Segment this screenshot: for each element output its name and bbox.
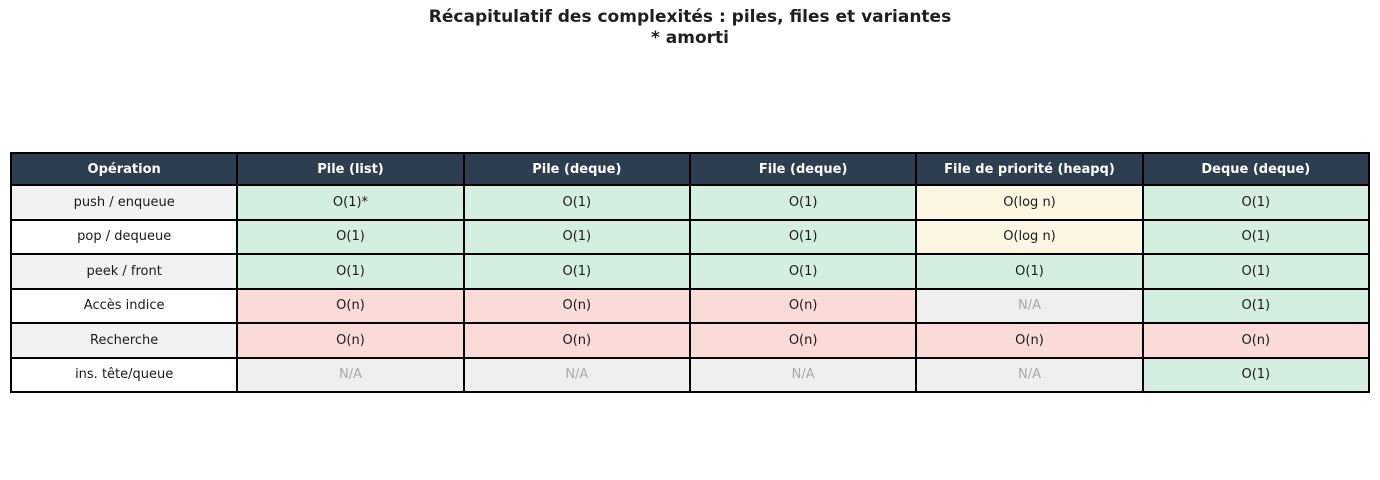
value-cell: O(n) — [690, 289, 916, 324]
column-header: File de priorité (heapq) — [916, 153, 1142, 185]
value-cell: O(1)* — [237, 185, 463, 220]
table-body — [11, 185, 1369, 392]
complexity-table — [10, 152, 1370, 393]
value-cell: O(1) — [916, 254, 1142, 289]
operation-cell: Recherche — [11, 323, 237, 358]
value-cell: O(1) — [690, 254, 916, 289]
value-cell: O(1) — [1143, 185, 1369, 220]
value-cell: N/A — [237, 358, 463, 393]
value-cell: O(1) — [1143, 254, 1369, 289]
table-header — [11, 153, 1369, 185]
value-cell: O(n) — [916, 323, 1142, 358]
column-header: Opération — [11, 153, 237, 185]
figure-title-line2: * amorti — [650, 28, 729, 48]
value-cell: O(1) — [1143, 220, 1369, 255]
value-cell: O(n) — [1143, 323, 1369, 358]
value-cell: O(1) — [237, 254, 463, 289]
table-row — [11, 220, 1369, 255]
column-header: File (deque) — [690, 153, 916, 185]
value-cell: O(n) — [690, 323, 916, 358]
value-cell: O(1) — [690, 185, 916, 220]
operation-cell: push / enqueue — [11, 185, 237, 220]
table-row — [11, 185, 1369, 220]
value-cell: O(log n) — [916, 220, 1142, 255]
operation-cell: peek / front — [11, 254, 237, 289]
operation-cell: Accès indice — [11, 289, 237, 324]
value-cell: O(1) — [464, 220, 690, 255]
operation-cell: ins. tête/queue — [11, 358, 237, 393]
figure-title — [0, 7, 1380, 49]
figure-title-line1: Récapitulatif des complexités : piles, files et variantes — [428, 7, 952, 27]
column-header: Pile (deque) — [464, 153, 690, 185]
value-cell: N/A — [916, 289, 1142, 324]
value-cell: O(n) — [237, 323, 463, 358]
column-header: Deque (deque) — [1143, 153, 1369, 185]
value-cell: O(1) — [237, 220, 463, 255]
table-row — [11, 289, 1369, 324]
value-cell: O(1) — [1143, 358, 1369, 393]
table-row — [11, 254, 1369, 289]
column-header: Pile (list) — [237, 153, 463, 185]
value-cell: N/A — [464, 358, 690, 393]
value-cell: O(n) — [464, 323, 690, 358]
value-cell: O(n) — [464, 289, 690, 324]
operation-cell: pop / dequeue — [11, 220, 237, 255]
value-cell: N/A — [690, 358, 916, 393]
value-cell: O(1) — [464, 254, 690, 289]
value-cell: O(n) — [237, 289, 463, 324]
value-cell: O(1) — [690, 220, 916, 255]
table-row — [11, 323, 1369, 358]
value-cell: O(1) — [464, 185, 690, 220]
value-cell: N/A — [916, 358, 1142, 393]
value-cell: O(1) — [1143, 289, 1369, 324]
value-cell: O(log n) — [916, 185, 1142, 220]
table-row — [11, 358, 1369, 393]
header-row — [11, 153, 1369, 185]
